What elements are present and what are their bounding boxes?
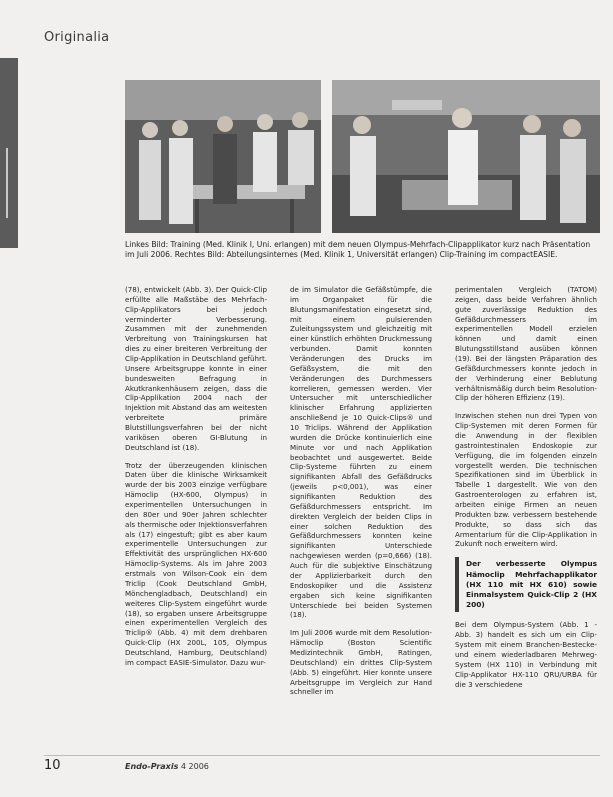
journal-name: Endo-Praxis bbox=[125, 762, 179, 771]
paragraph: Trotz der überzeugenden klinischen Daten über die klinische Wirksamkeit wurde der bis 2003 einzige verfügbare Hämoclip (HX-600, Olympus) in experimentellen Untersuchungen in den 80er und 90er Jahren schlechter als thermische oder Injektionsverfahren als (17) eingestuft; gibt es aber kaum experimentelle Untersuchungen zur Effektivität des ursprünglichen HX-600 Hämoclip-Systems. Als im Jahre 2003 erstmals von Wilson-Cook ein dem Triclip (Cook Deutschland GmbH, Mönchengladbach, Deutschland) ein weiteres Clip-System eingeführt wurde (18), so ergaben unsere Arbeitsgruppe einen experimentellen Vergleich des Triclip® (Abb. 4) mit dem drehbaren Quick-Clip (HX 200L, 105, Olympus Deutschland, Hamburg, Deutschland) im compact EASIE-Simulator. Dazu wur- bbox=[125, 460, 267, 667]
footer-divider bbox=[44, 755, 600, 756]
paragraph: Inzwischen stehen nun drei Typen von Clip-Systemen mit deren Formen für die Anwendung in der flexiblen gastrointestinalen Endoskopie zur Verfügung, die im folgenden einzeln vorgestellt werden. Die technischen Spezifikationen sind im Überblick in Tabelle 1 dargestellt. Wie von den Gastroenterologen zu erfahren ist, arbeiten einige Firmen an neuen Produkten bzw. verbessern bestehende Produkte, so dass sich das Armentarium für die Clip-Applikation in Zukunft noch erweitern wird. bbox=[455, 411, 597, 549]
side-tab-marker bbox=[0, 58, 18, 248]
paragraph: (78), entwickelt (Abb. 3). Der Quick-Clip erfüllte alle Maßstäbe des Mehrfach-Clip-Applikators bei jedoch verminderter Verbesserung. Zusammen mit der zunehmenden Verbreitung von Trainingskursen hat dies zu einer breiteren Verbreitung der Clip-Applikation in Deutschland geführt. Unsere Arbeitsgruppe konnte in einer bundesweiten Befragung in Akutkrankenhäusern zeigen, dass die Clip-Applikation 2004 nach der Injektion mit Abstand das am weitesten verbreitete primäre Blutstillungsverfahren bei der nicht varikösen oberen GI-Blutung in Deutschland ist (18). bbox=[125, 285, 267, 452]
running-header: Originalia bbox=[44, 30, 110, 45]
journal-footer bbox=[125, 762, 209, 771]
paragraph: perimentalen Vergleich (TATOM) zeigen, dass beide Verfahren ähnlich gute zuverlässige Reduktion des Gefäßdurchmessers im experimentellen Modell erzielen können und damit einen Blutungsstillstand ausüben können (19). Bei der längsten Präparation des Gefäßdurchmessers konnte jedoch in der Verhinderung einer Beblutung verhältnismäßig durch beim Resolution-Clip der höheren Effizienz (19). bbox=[455, 285, 597, 403]
paragraph: Bei dem Olympus-System (Abb. 1 - Abb. 3) handelt es sich um ein Clip-System mit einem Branchen-Bestecke- und einem wiederladbaren Mehrweg-System (HX 110) in Verbindung mit Clip-Applikator HX-110 QRU/URBA für die 3 verschiedene bbox=[455, 620, 597, 689]
photo-left bbox=[125, 80, 321, 233]
paragraph: de im Simulator die Gefäßstümpfe, die im Organpaket für die Blutungsmanifestation eingesetzt sind, mit einem pulsierenden Zuleitungssystem und gleichzeitig mit einer künstlich erhöhten Druckmessung verbunden. Damit konnten Veränderungen des Drucks im Gefäßsystem, die mit den Veränderungen des Durchmessers korrelieren, gemessen werden. Vier Untersucher mit unterschiedlicher klinischer Erfahrung applizierten anschließend je 10 Quick-Clips® und 10 Triclips. Während der Applikation wurden die Drücke kontinuierlich eine Minute vor und nach Applikation beobachtet und ausgewertet. Beide Clip-Systeme führten zu einem signifikanten Abfall des Gefäßdrucks (jeweils p<0,001), was einer signifikanten Reduktion des Gefäßdurchmessers entspricht. Im direkten Vergleich der beiden Clips in einer solchen Reduktion des Gefäßdurchmessers konnten keine signifikanten Unterschiede nachgewiesen werden (p=0,666) (18). Auch für die subjektive Einschätzung der Applizierbarkeit durch den Endoskopiker und die Assistenz ergaben sich keine signifikanten Unterschiede bei beiden Systemen (18). bbox=[290, 285, 432, 620]
figure-caption: Linkes Bild: Training (Med. Klinik I, Uni. erlangen) mit dem neuen Olympus-Mehrfach-Clipapplikator kurz nach Präsentation im Juli 2006. Rechtes Bild: Abteilungsinternes (Med. Klinik 1, Universität erlangen) Clip-Training im compactEASIE. bbox=[125, 240, 591, 260]
photo-right bbox=[332, 80, 600, 233]
text-column-2 bbox=[290, 285, 432, 705]
journal-issue: 4 2006 bbox=[180, 762, 209, 771]
page-number: 10 bbox=[44, 758, 61, 773]
text-column-3 bbox=[455, 285, 597, 697]
paragraph: Im Juli 2006 wurde mit dem Resolution-Hämoclip (Boston Scientific Medizintechnik GmbH, Ratingen, Deutschland) ein drittes Clip-System (Abb. 5) eingeführt. Hier konnte unsere Arbeitsgruppe im Vergleich zur Hand schneller im bbox=[290, 628, 432, 697]
section-heading-box: Der verbesserte Olympus Hämoclip Mehrfachapplikator (HX 110 mit HX 610) sowie Einmalsystem Quick-Clip 2 (HX 200) bbox=[455, 557, 597, 612]
text-column-1 bbox=[125, 285, 267, 676]
